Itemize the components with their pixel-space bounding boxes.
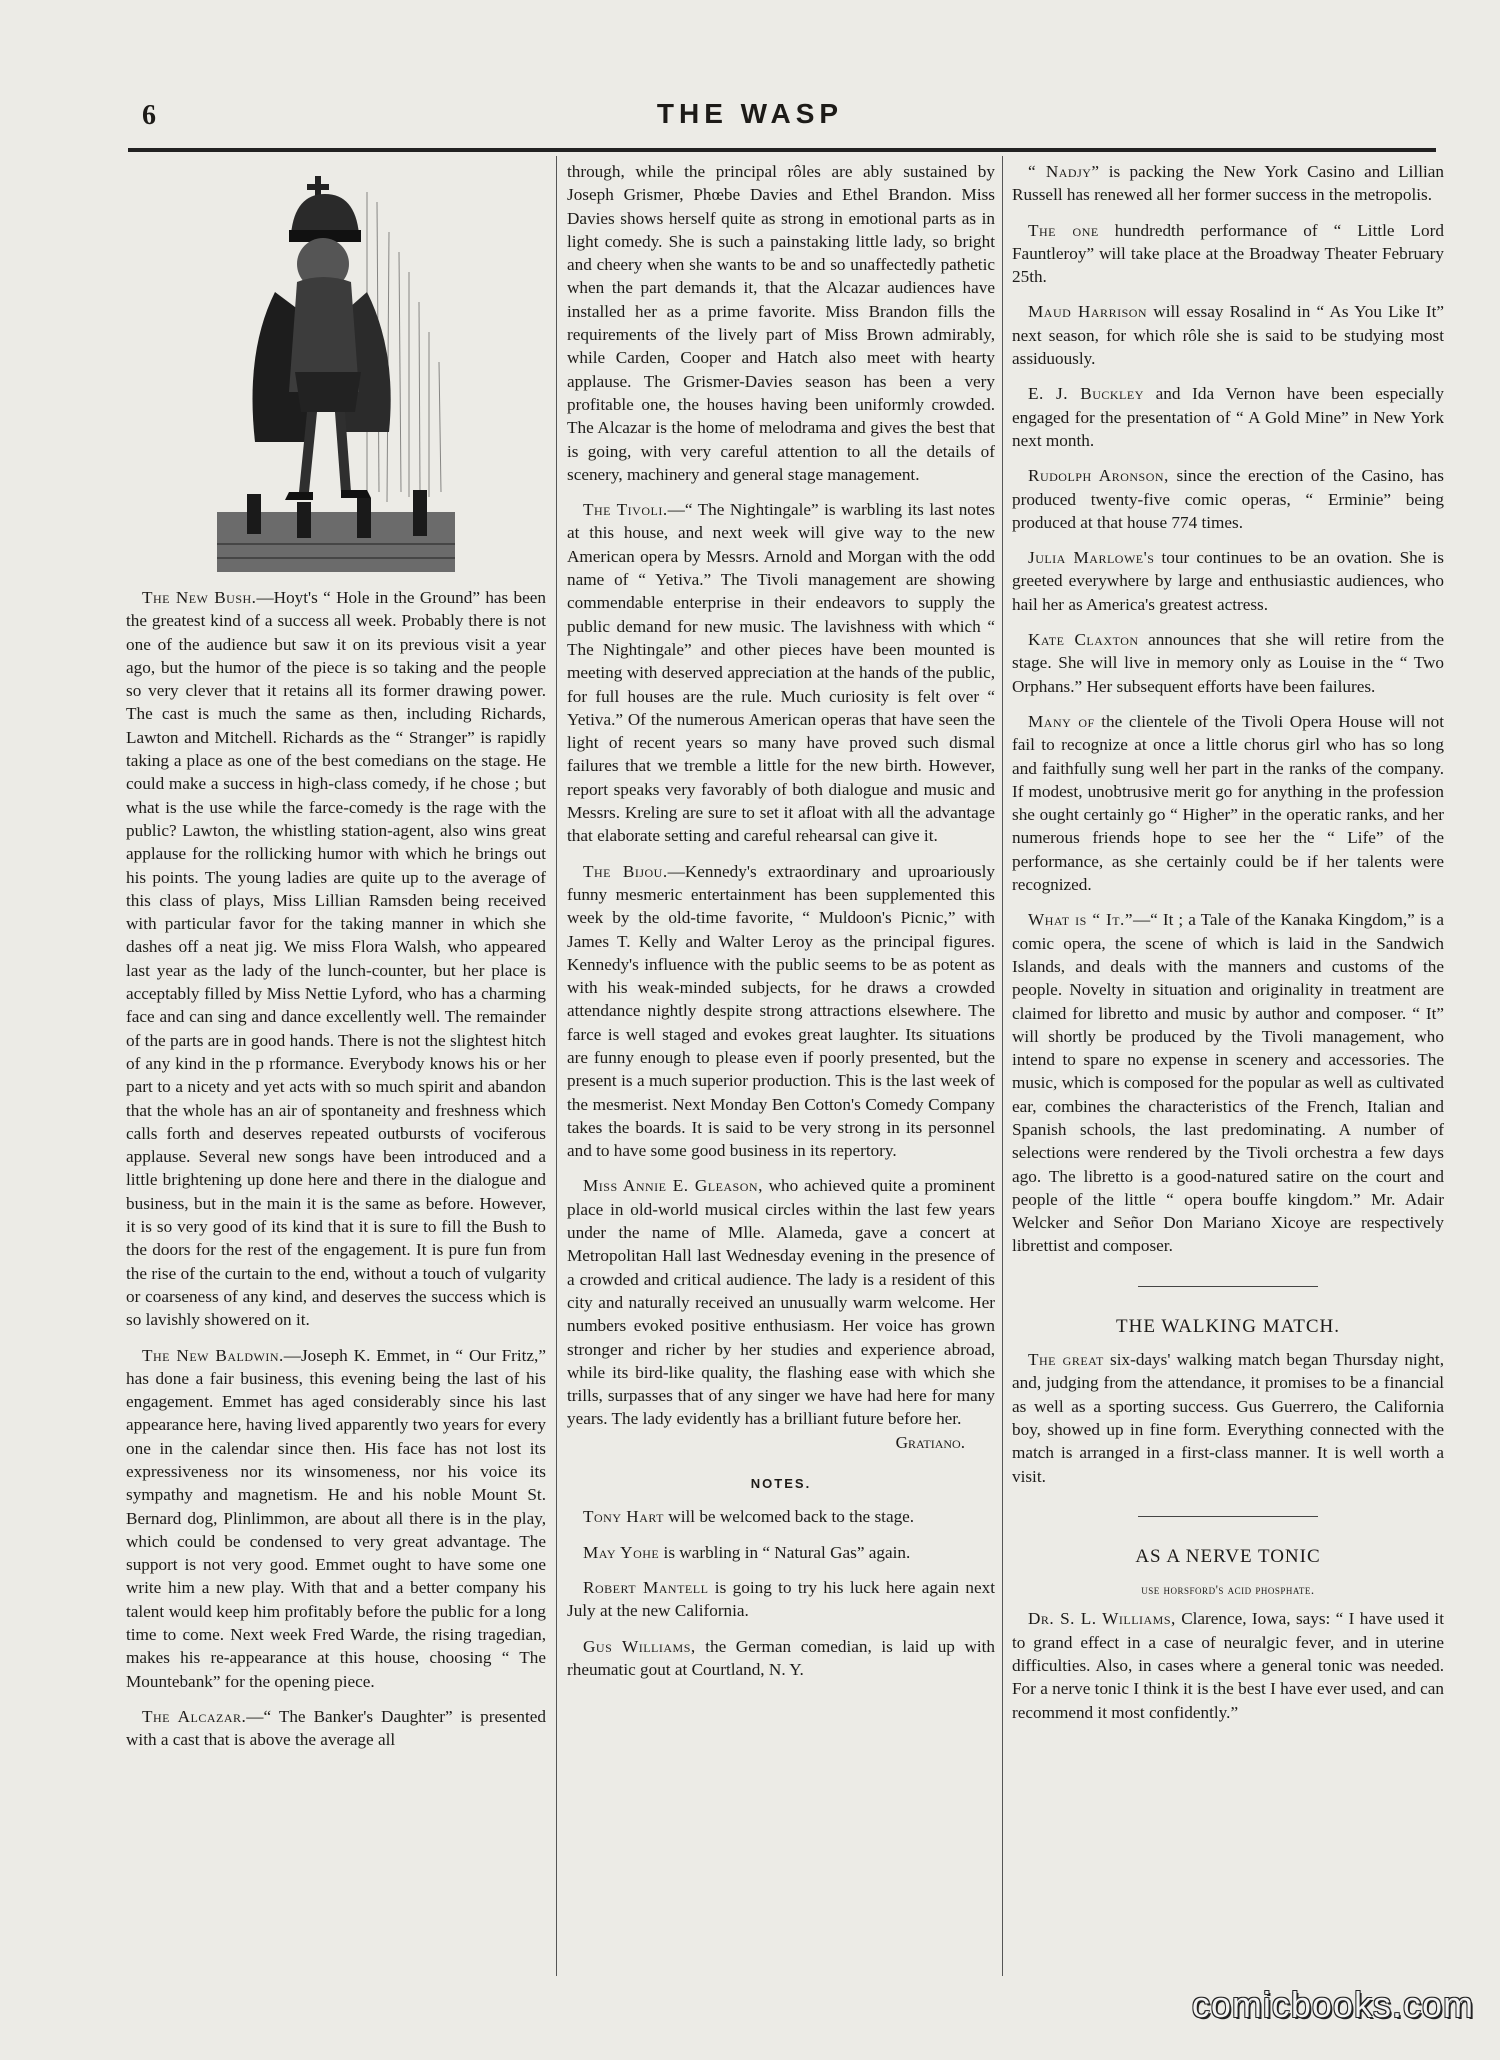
advert-nerve-tonic: Dr. S. L. Williams, Clarence, Iowa, says: “ I have used it to grand effect in a case of neuralgic fever, and in uterine difficulties. Also, in cases where a general tonic was needed. For a nerve tonic I think it is the best I have ever used, and can recommend it most confidently.” [1012,1609,1444,1722]
note-aronson: Rudolph Aronson, since the erection of the Casino, has produced twenty-five comic operas, “ Erminie” being produced at that house 774 times. [1012,466,1444,532]
masthead-title: THE WASP [656,98,844,129]
note-julia-marlowe: Julia Marlowe's tour continues to be an ovation. She is greeted everywhere by large and enthusiastic audiences, who hail her as America's greatest actress. [1012,548,1444,614]
column-3 [1012,160,1444,1736]
note-nadjy: “ Nadjy” is packing the New York Casino and Lillian Russell has renewed all her former success in the metropolis. [1012,162,1444,205]
note-may-yohe: May Yohe is warbling in “ Natural Gas” again. [583,1542,911,1562]
article-walking-match: The great six-days' walking match began Thursday night, and, judging from the attendance, it promises to be a financial as well as a sporting success. Gus Guerrero, the California boy, showed up in fine form. Everything connected with the match is arranged in a first-class manner. It is well worth a visit. [1012,1350,1444,1486]
note-fauntleroy: The one hundredth performance of “ Little Lord Fauntleroy” will take place at the Broadway Theater February 25th. [1012,220,1444,287]
note-tivoli-chorus-girl: Many of the clientele of the Tivoli Opera House will not fail to recognize at once a little chorus girl who has so long and faithfully sung well her part in the ranks of the company. If modest, unobtrusive merit go for anything in the profession she ought certainly go “ Higher” in the operatic ranks, and her numerous friends hope to see her the “ Life” of the performance, as she certainly could be if her talents were recognized. [1012,711,1444,895]
note-what-is-it: What is “ It.”—“ It ; a Tale of the Kanaka Kingdom,” is a comic opera, the scene of which is laid in the Sandwich Islands, and deals with the manners and customs of the people. Novelty in situation and originality in treatment are claimed for libretto and music by author and composer. “ It” will shortly be produced by the Tivoli management, who intend to spare no expense in scenery and accessories. The music, which is composed for the popular as well as cultivated ear, combines the characteristics of the French, Italian and Spanish schools, the last predominating. A number of selections were rendered by the Tivoli orchestra a few days ago. The libretto is a good-natured satire on the court and people of the little “ opera bouffe kingdom.” Mr. Adair Welcker and Señor Don Mariano Xicoye are respectively librettist and composer. [1012,910,1444,1256]
notes-heading: NOTES. [750,1476,812,1492]
column-divider-2 [1002,156,1003,1976]
nerve-tonic-heading: AS A NERVE TONIC [1135,1545,1321,1567]
article-new-baldwin: The New Baldwin.—Joseph K. Emmet, in “ Our Fritz,” has done a fair business, this evening being the last of his engagement. Emmet has aged considerably since his last appearance here, having lived apparently two years for every one in the calendar since then. His face has not lost its expressiveness nor its winsomeness, nor his voice its sympathy and magnetism. He and his noble Mount St. Bernard dog, Plinlimmon, are about all there is in the play, which could be condensed to very great advantage. The support is not very good. Emmet ought to have some one write him a new play. With that and a better company his talent would keep him profitably before the public for a long time to come. Next week Fred Warde, the rising tragedian, makes his re-appearance at this house, choosing “ The Mountebank” for the opening piece. [126,1345,546,1691]
section-divider-2 [1138,1516,1318,1517]
article-new-bush: The New Bush.—Hoyt's “ Hole in the Ground” has been the greatest kind of a success all week. Probably there is not one of the audience but saw it on its previous visit a year ago, but the humor of the piece is so taking and the people so very clever that it retains all its former drawing power. The cast is much the same as then, including Richards, Lawton and Mitchell. Richards as the “ Stranger” is rapidly taking a place as one of the best comedians on the stage. He could make a success in high-class comedy, if he chose ; but what is the use while the farce-comedy is the rage with the public? Lawton, the whistling station-agent, also wins great applause for the rollicking humor with which he brings out his points. The young ladies are quite up to the average of this class of plays, Miss Lillian Ramsden being received with particular favor for the taking manner in which she dashes off a neat jig. We miss Flora Walsh, who appeared last year as the lady of the lunch-counter, but her place is acceptably filled by Miss Nettie Lyford, who has a charming face and can sing and dance excellently well. The remainder of the parts are in good hands. There is not the slightest hitch of any kind in the p rformance. Everybody knows his or her part to a nicety and yet acts with so much spirit and abandon that the whole has an air of spontaneity and freshness which calls forth and deserves repeated outbursts of vociferous applause. Several new songs have been introduced and a little brightening up done here and there in the dialogue and business, but in the main it is the same as before. However, it is so very good of its kind that it is sure to fill the Bush to the doors for the rest of the engagement. It is pure fun from the rise of the curtain to the end, without a touch of vulgarity or coarseness of any kind, and deserves the success which is so lavishly showered on it. [126,588,546,1330]
king-caricature-illustration [217,172,455,572]
article-alcazar-start: The Alcazar.—“ The Banker's Daughter” is presented with a cast that is above the average all [126,1706,546,1750]
page-number: 6 [142,100,156,131]
article-gleason: Miss Annie E. Gleason, who achieved quite a prominent place in old-world musical circles within the last few years under the name of Mlle. Alameda, gave a concert at Metropolitan Hall last Wednesday evening in the presence of a crowded and critical audience. The lady is a resident of this city and naturally received an unusually warm welcome. Her numbers evoked positive enthusiasm. Her voice has grown stronger and richer by her studies and experience abroad, while its bird-like quality, the flashing ease with which she trills, surpasses that of any singer we have had here for many years. The lady evidently has a brilliant future before her. [567,1176,995,1429]
nerve-tonic-subheading: use horsford's acid phosphate. [1141,1582,1315,1598]
article-alcazar-continued: through, while the principal rôles are ably sustained by Joseph Grismer, Phœbe Davies and Ethel Brandon. Miss Davies shows herself quite as strong in emotional parts as in light comedy. She is such a painstaking little lady, so bright and cheery when she wants to be and so unaffectedly pathetic when the part demands it, that the Alcazar audiences have installed her as a prime favorite. Miss Brandon fills the requirements of the lively part of Miss Brown admirably, while Carden, Cooper and Hatch also meet with hearty applause. The Grismer-Davies season has been a very profitable one, the houses having been uniformly crowded. The Alcazar is the home of melodrama and gives the best that is going, with very careful attention to all the details of scenery, machinery and general stage management. [567,162,995,484]
article-tivoli: The Tivoli.—“ The Nightingale” is warbling its last notes at this house, and next week will give way to the new American opera by Messrs. Arnold and Morgan with the odd name of “ Yetiva.” The Tivoli management are showing commendable enterprise in their endeavors to supply the public demand for new music. The lavishness with which “ The Nightingale” and other pieces have been mounted is meeting with deserved appreciation at the hands of the public, for full houses are the rule. Much curiosity is felt over “ Yetiva.” Of the numerous American operas that have seen the light of recent years so many have proved such dismal failures that we tremble a little for the new birth. However, report speaks very favorably of both dialogue and music and Messrs. Kreling are sure to set it afloat with all the advantage that elaborate setting and careful rehearsal can give it. [567,500,995,846]
note-tony-hart: Tony Hart will be welcomed back to the stage. [583,1507,915,1527]
watermark: comicbooks.com [1191,1984,1474,2025]
walking-match-heading: THE WALKING MATCH. [1116,1315,1340,1337]
column-2 [567,160,995,1693]
column-divider-1 [556,156,557,1976]
signature-gratiano: Gratiano. [895,1432,965,1452]
note-kate-claxton: Kate Claxton announces that she will retire from the stage. She will live in memory only as Louise in the “ Two Orphans.” Her subsequent efforts have been failures. [1012,630,1444,696]
header-rule [128,148,1436,152]
note-maud-harrison: Maud Harrison will essay Rosalind in “ As You Like It” next season, for which rôle she is said to be studying most assiduously. [1012,302,1444,369]
section-divider-1 [1138,1286,1318,1287]
column-1 [126,160,546,1764]
article-bijou: The Bijou.—Kennedy's extraordinary and uproariously funny mesmeric entertainment has been supplemented this week by the old-time favorite, “ Muldoon's Picnic,” with James T. Kelly and Walter Leroy as the principal figures. Kennedy's influence with the public seems to be as potent as with his weak-minded subjects, for he draws a crowded attendance nightly despite strong attractions elsewhere. The farce is well staged and evokes great laughter. Its situations are funny enough to please even if poorly presented, but the present is a much superior production. This is the last week of the mesmerist. Next Monday Ben Cotton's Comedy Company takes the boards. It is said to be very strong in its personnel and to have some good business in its repertory. [567,861,995,1161]
note-gus-williams: Gus Williams, the German comedian, is laid up with rheumatic gout at Courtland, N. Y. [567,1636,995,1679]
note-buckley: E. J. Buckley and Ida Vernon have been especially engaged for the presentation of “ A Gold Mine” in New York next month. [1012,384,1444,450]
note-robert-mantell: Robert Mantell is going to try his luck here again next July at the new California. [567,1577,995,1621]
